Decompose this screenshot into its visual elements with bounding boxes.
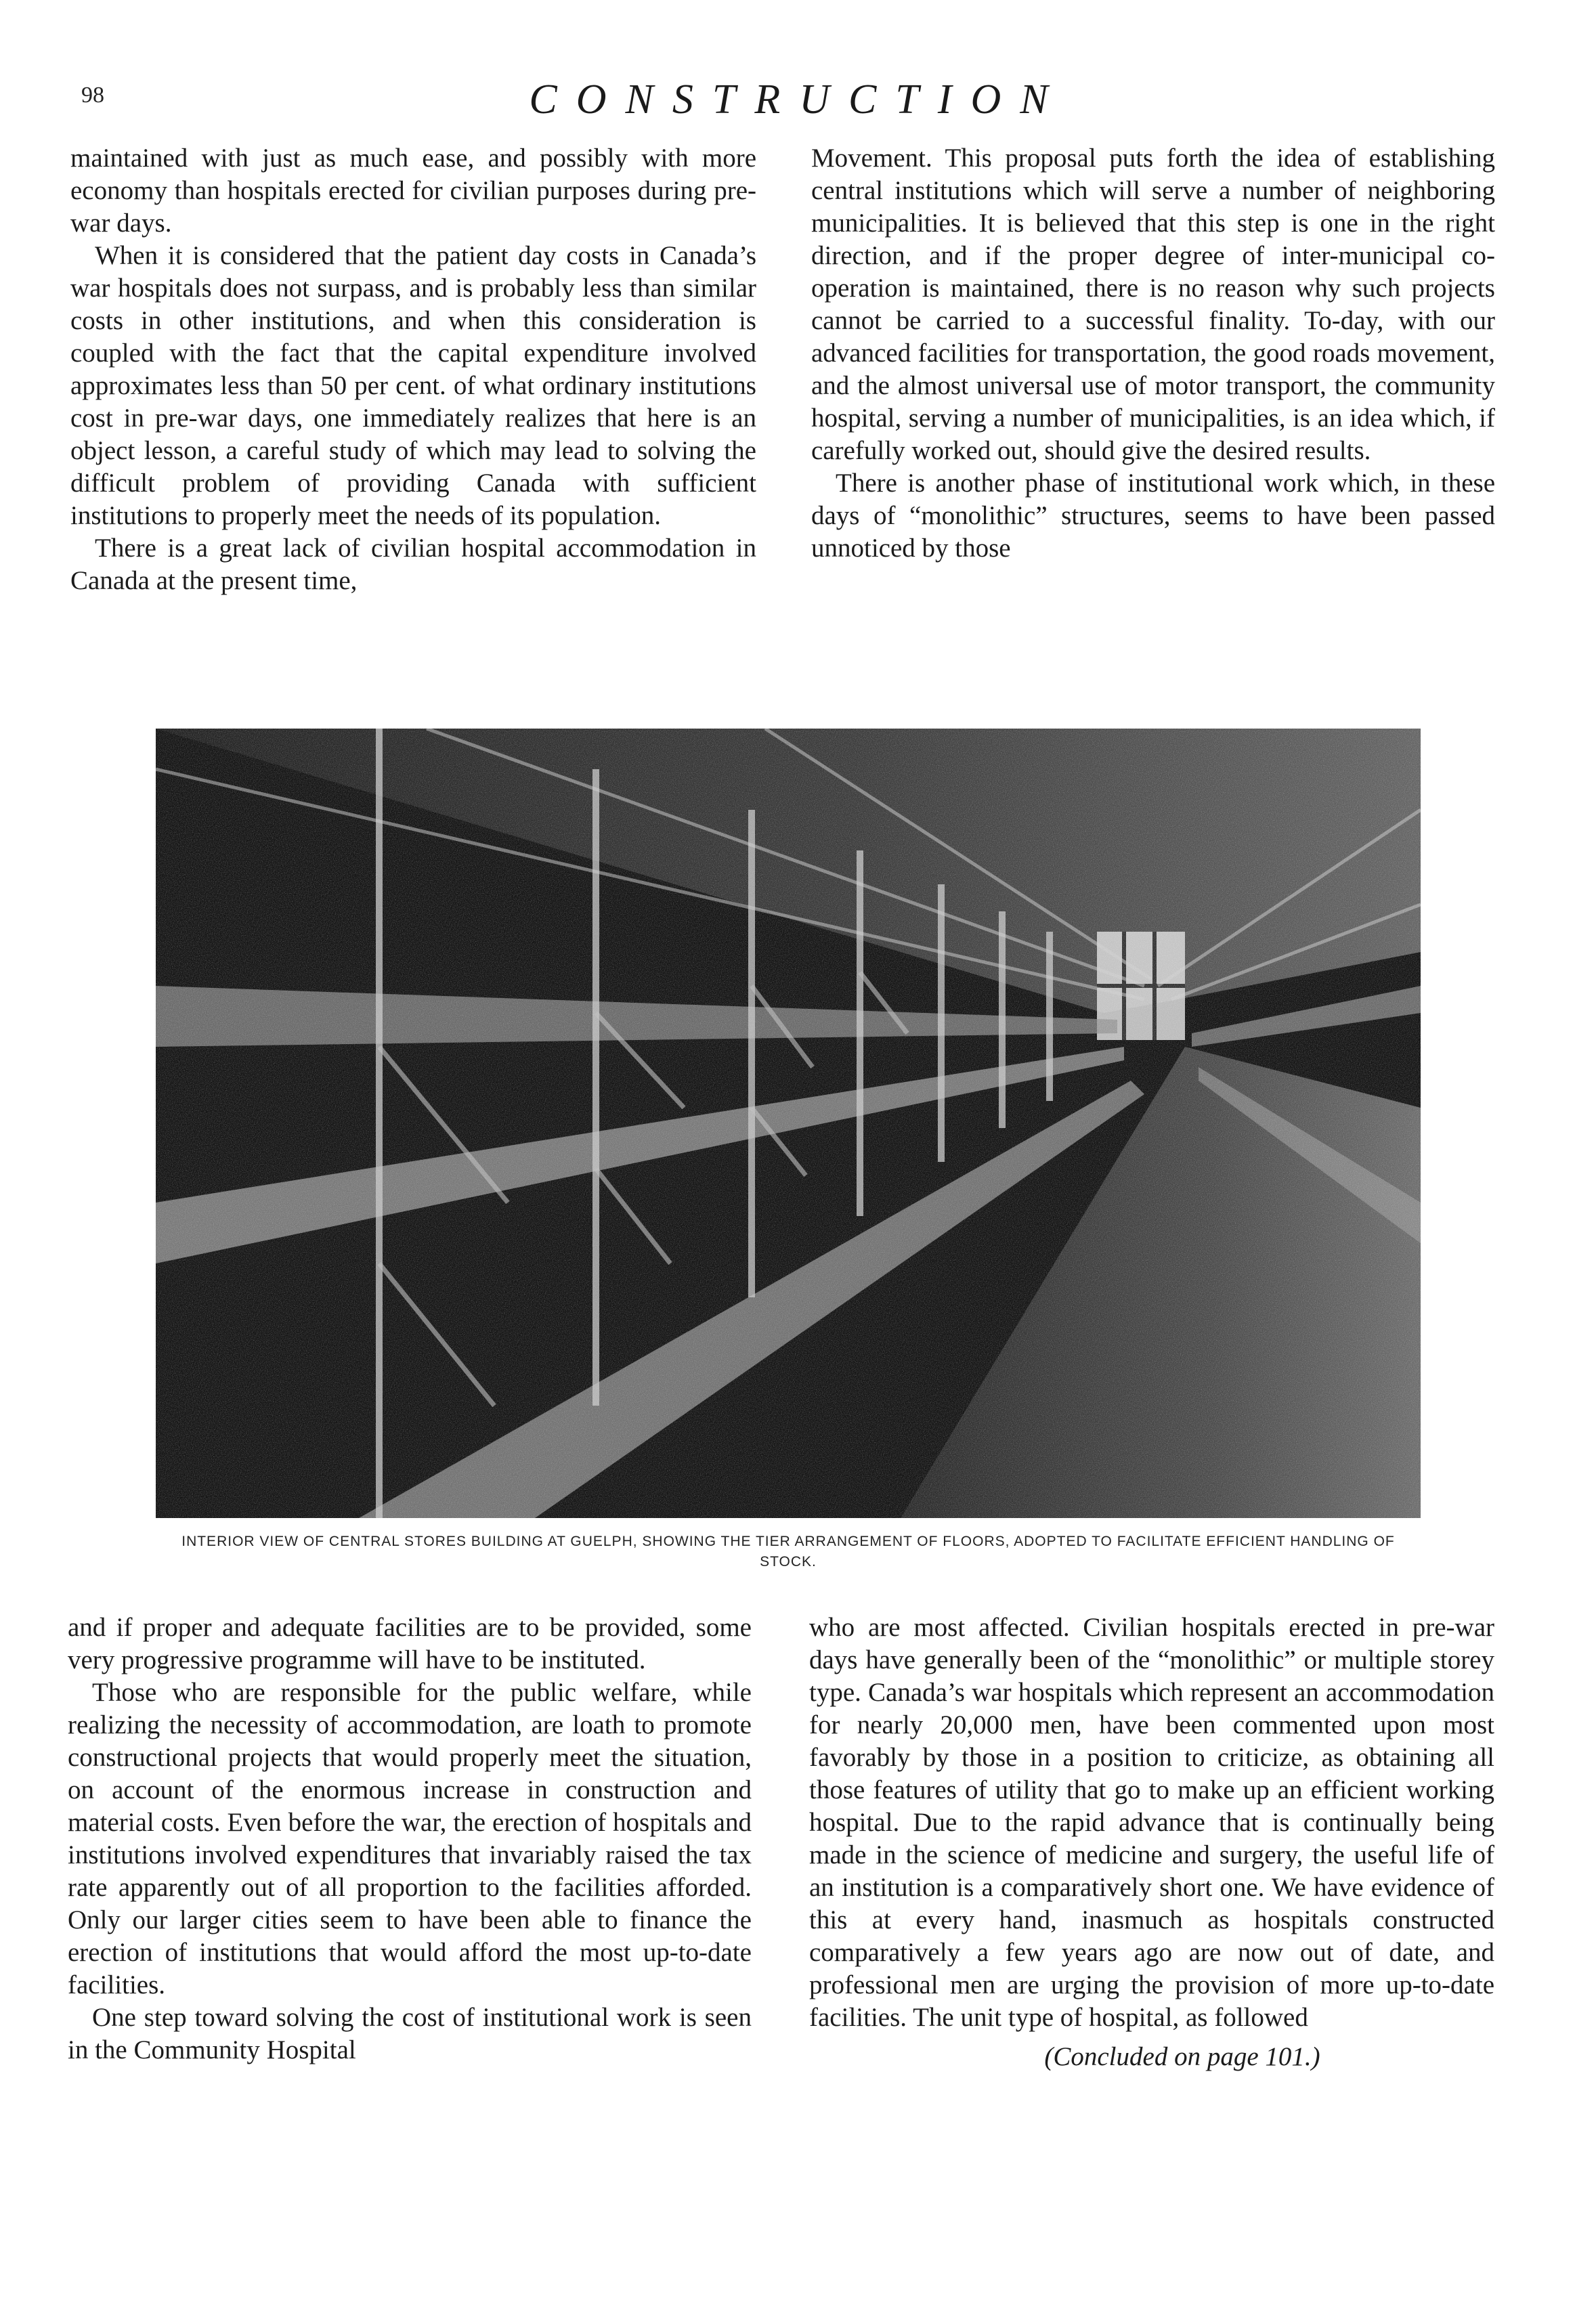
paragraph: maintained with just as much ease, and possibly with more economy than hospitals erected for civilian purposes during pre-war days. [70, 144, 756, 238]
running-title: CONSTRUCTION [529, 77, 1067, 123]
paragraph: One step toward solving the cost of institutional work is seen in the Community Hospital [68, 2003, 752, 2064]
paragraph: There is another phase of institutional work which, in these days of “monolithic” structures, seems to have been passed unnoticed by those [811, 469, 1495, 563]
paragraph: When it is considered that the patient day costs in Canada’s war hospitals does not surpass, and is probably less than similar costs in other institutions, and when this consideration is coupled with the fact that the capital expenditure involved approximates less than 50 per cent. of what ordinary institutions cost in pre-war days, one immediately realizes that here is an object lesson, a careful study of which may lead to solving the difficult problem of providing Canada with sufficient institutions to properly meet the needs of its population. [70, 241, 756, 530]
paragraph: Movement. This proposal puts forth the idea of establishing central institutions which will serve a number of neighboring municipalities. It is believed that this step is one in the right direction, and if the proper degree of inter-municipal co-operation is maintained, there is no reason why such projects cannot be carried to a successful finality. To-day, with our advanced facilities for transportation, the good roads movement, and the almost universal use of motor transport, the community hospital, serving a number of municipalities, is an idea which, if carefully worked out, should give the desired results. [811, 144, 1495, 465]
top-left-column [70, 142, 756, 597]
figure-caption: INTERIOR VIEW OF CENTRAL STORES BUILDING AT GUELPH, SHOWING THE TIER ARRANGEMENT OF FLOORS, ADOPTED TO FACILITATE EFFICIENT HANDLING OF STOCK. [181, 1534, 1395, 1570]
paragraph: Those who are responsible for the public welfare, while realizing the necessity of accommodation, are loath to promote constructional projects that would properly meet the situation, on account of the enormous increase in construction and material costs. Even before the war, the erection of hospitals and institutions involved expenditures that invariably raised the tax rate apparently out of all proportion to the facilities afforded. Only our larger cities seem to have been able to finance the erection of institutions that would afford the most up-to-date facilities. [68, 1678, 752, 1999]
paragraph: who are most affected. Civilian hospitals erected in pre-war days have generally been of the “monolithic” or multiple storey type. Canada’s war hospitals which represent an accommodation for nearly 20,000 men, have been commented upon most favorably by those in a position to criticize, as obtaining all those features of utility that go to make up an efficient working hospital. Due to the rapid advance that is continually being made in the science of medicine and surgery, the useful life of an institution is a comparatively short one. We have evidence of this at every hand, inasmuch as hospitals constructed comparatively a few years ago are now out of date, and professional men are urging the provision of more up-to-date facilities. The unit type of hospital, as followed [809, 1613, 1494, 2032]
paragraph: and if proper and adequate facilities are to be provided, some very progressive programme will have to be instituted. [68, 1613, 752, 1674]
bottom-left-column [68, 1611, 752, 2067]
warehouse-interior-photo [156, 729, 1421, 1518]
continuation-note: (Concluded on page 101.) [1044, 2042, 1320, 2071]
paragraph: There is a great lack of civilian hospital accommodation in Canada at the present time, [70, 534, 756, 595]
page-number: 98 [81, 83, 104, 108]
top-right-column [811, 142, 1495, 565]
bottom-right-column [809, 1611, 1494, 2073]
